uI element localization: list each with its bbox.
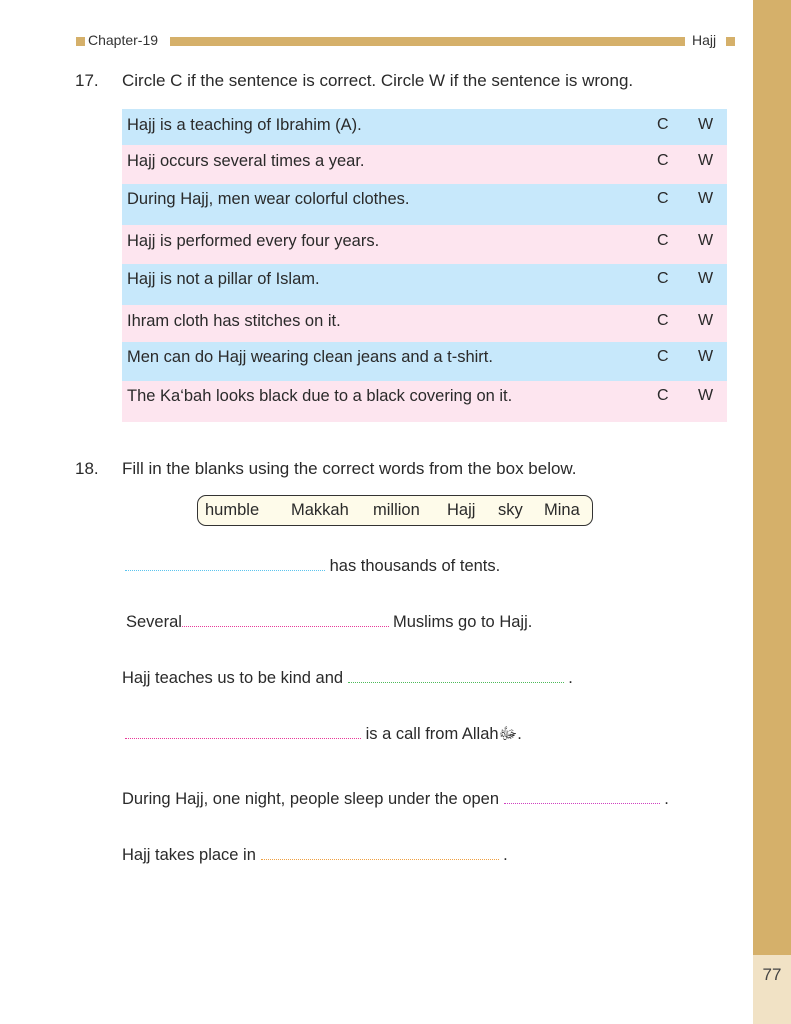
word-option: Mina xyxy=(544,501,580,519)
correct-option[interactable]: C xyxy=(657,116,669,133)
question-18-instruction: Fill in the blanks using the correct words from the box below. xyxy=(122,459,577,478)
blank-field[interactable] xyxy=(261,858,499,860)
true-false-table xyxy=(122,109,727,422)
question-17-instruction: Circle C if the sentence is correct. Circle W if the sentence is wrong. xyxy=(122,71,634,90)
chapter-label: Chapter-19 xyxy=(88,32,159,48)
correct-option[interactable]: C xyxy=(657,348,669,365)
blank-field[interactable] xyxy=(504,802,660,804)
sentence-before: Several xyxy=(126,613,182,631)
fill-sentence xyxy=(126,613,532,632)
correct-option[interactable]: C xyxy=(657,232,669,249)
correct-option[interactable]: C xyxy=(657,190,669,207)
word-option: Makkah xyxy=(291,501,349,519)
side-color-bar xyxy=(753,0,791,955)
sentence-after: . xyxy=(503,846,508,864)
question-17-number: 17. xyxy=(75,71,99,90)
correct-option[interactable]: C xyxy=(657,312,669,329)
blank-field[interactable] xyxy=(348,681,564,683)
sentence-after: Muslims go to Hajj. xyxy=(392,613,533,631)
fill-sentence xyxy=(122,669,573,688)
correct-option[interactable]: C xyxy=(657,387,669,404)
wrong-option[interactable]: W xyxy=(698,232,714,249)
sentence-after: has thousands of tents. xyxy=(329,557,501,575)
sentence-before: Hajj takes place in xyxy=(122,846,256,864)
statement: Hajj is performed every four years. xyxy=(127,232,380,250)
fill-sentence xyxy=(122,790,669,809)
statement: Men can do Hajj wearing clean jeans and a t-shirt. xyxy=(127,348,493,366)
table-row xyxy=(122,305,727,342)
header-bar xyxy=(170,37,685,46)
wrong-option[interactable]: W xyxy=(698,270,714,287)
blank-field[interactable] xyxy=(125,569,325,571)
statement: Hajj occurs several times a year. xyxy=(127,152,365,170)
statement: During Hajj, men wear colorful clothes. xyxy=(127,190,410,208)
chapter-title: Hajj xyxy=(692,32,717,48)
fill-sentence xyxy=(125,557,500,576)
fill-sentence xyxy=(125,724,522,748)
wrong-option[interactable]: W xyxy=(698,387,714,404)
wrong-option[interactable]: W xyxy=(698,152,714,169)
table-row xyxy=(122,342,727,381)
table-row xyxy=(122,109,727,145)
sentence-after: . xyxy=(568,669,573,687)
table-row xyxy=(122,184,727,225)
header-square-left xyxy=(76,37,85,46)
table-row xyxy=(122,381,727,422)
word-option: million xyxy=(373,501,420,519)
word-option: humble xyxy=(205,501,260,519)
wrong-option[interactable]: W xyxy=(698,116,714,133)
statement: Ihram cloth has stitches on it. xyxy=(127,312,341,330)
blank-field[interactable] xyxy=(182,625,389,627)
sentence-before: Hajj teaches us to be kind and xyxy=(122,669,344,687)
sentence-after: is a call from Allahﷻ. xyxy=(365,725,522,743)
table-row xyxy=(122,264,727,305)
page-number: 77 xyxy=(762,965,782,984)
wrong-option[interactable]: W xyxy=(698,190,714,207)
blank-field[interactable] xyxy=(125,737,361,739)
statement: Hajj is not a pillar of Islam. xyxy=(127,270,320,288)
correct-option[interactable]: C xyxy=(657,152,669,169)
statement: Hajj is a teaching of Ibrahim (A). xyxy=(127,116,362,134)
word-option: Hajj xyxy=(447,501,476,519)
wrong-option[interactable]: W xyxy=(698,312,714,329)
sentence-after: . xyxy=(664,790,669,808)
fill-sentence xyxy=(122,846,508,865)
table-row xyxy=(122,225,727,264)
header-square-right xyxy=(726,37,735,46)
question-18-number: 18. xyxy=(75,459,99,478)
word-box xyxy=(197,495,593,526)
wrong-option[interactable]: W xyxy=(698,348,714,365)
table-row xyxy=(122,145,727,184)
word-option: sky xyxy=(498,501,523,519)
sentence-before: During Hajj, one night, people sleep under the open xyxy=(122,790,500,808)
statement: The Ka‘bah looks black due to a black covering on it. xyxy=(127,387,513,405)
correct-option[interactable]: C xyxy=(657,270,669,287)
